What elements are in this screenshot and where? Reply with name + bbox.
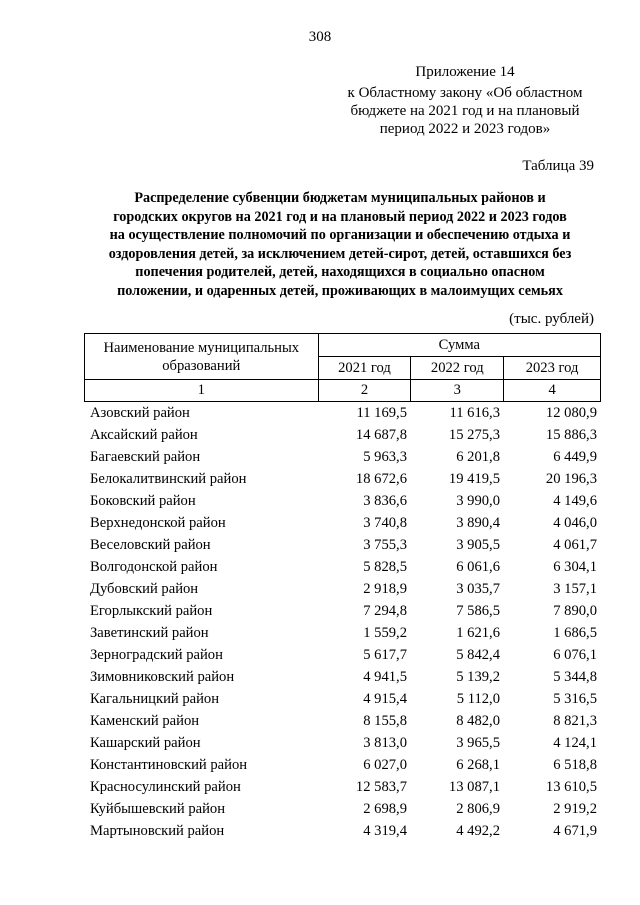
- value-2022: 5 112,0: [456, 690, 500, 707]
- header-name: Наименование муниципальных образований: [85, 334, 319, 380]
- value-2022: 6 201,8: [456, 448, 500, 465]
- table-row: [84, 754, 601, 776]
- table-row: [84, 446, 601, 468]
- row-name: Зимовниковский район: [90, 668, 235, 685]
- value-2022: 11 616,3: [449, 404, 500, 421]
- title-line: попечения родителей, детей, находящихся в социально опасном: [135, 264, 545, 280]
- value-2023: 7 890,0: [553, 602, 597, 619]
- value-2022: 3 035,7: [456, 580, 500, 597]
- table-row: [84, 534, 601, 556]
- value-2023: 3 157,1: [553, 580, 597, 597]
- row-name: Кагальницкий район: [90, 690, 220, 707]
- value-2021: 14 687,8: [355, 426, 407, 443]
- value-2023: 13 610,5: [545, 778, 597, 795]
- value-2021: 8 155,8: [363, 712, 407, 729]
- table-row: [84, 688, 601, 710]
- value-2022: 1 621,6: [456, 624, 500, 641]
- value-2023: 20 196,3: [545, 470, 597, 487]
- value-2021: 6 027,0: [363, 756, 407, 773]
- data-table: [84, 402, 601, 842]
- value-2022: 3 890,4: [456, 514, 500, 531]
- value-2021: 4 319,4: [363, 822, 407, 839]
- value-2021: 12 583,7: [355, 778, 407, 795]
- appendix-title: Приложение 14: [415, 64, 515, 80]
- value-2021: 7 294,8: [363, 602, 407, 619]
- value-2021: 1 559,2: [363, 624, 407, 641]
- table-row: [84, 776, 601, 798]
- table-row: [84, 424, 601, 446]
- value-2023: 1 686,5: [553, 624, 597, 641]
- row-name: Куйбышевский район: [90, 800, 226, 817]
- header-year-2022: 2022 год: [411, 357, 504, 380]
- value-2021: 3 813,0: [363, 734, 407, 751]
- value-2023: 4 671,9: [553, 822, 597, 839]
- value-2021: 3 740,8: [363, 514, 407, 531]
- row-name: Веселовский район: [90, 536, 211, 553]
- appendix-reference: [330, 84, 600, 138]
- row-name: Зерноградский район: [90, 646, 223, 663]
- value-2023: 15 886,3: [545, 426, 597, 443]
- value-2023: 6 449,9: [553, 448, 597, 465]
- value-2023: 4 124,1: [553, 734, 597, 751]
- table-row: [84, 578, 601, 600]
- value-2021: 3 836,6: [363, 492, 407, 509]
- value-2022: 5 139,2: [456, 668, 500, 685]
- header-sum: Сумма: [318, 334, 600, 357]
- table-row: [84, 512, 601, 534]
- column-number: 1: [85, 380, 319, 402]
- value-2023: 6 304,1: [553, 558, 597, 575]
- appendix-line: к Областному закону «Об областном: [347, 85, 583, 101]
- value-2022: 3 990,0: [456, 492, 500, 509]
- column-number: 3: [411, 380, 504, 402]
- value-2022: 3 965,5: [456, 734, 500, 751]
- row-name: Азовский район: [90, 404, 190, 421]
- value-2021: 2 698,9: [363, 800, 407, 817]
- table-row: [84, 666, 601, 688]
- value-2022: 6 061,6: [456, 558, 500, 575]
- value-2022: 6 268,1: [456, 756, 500, 773]
- table-header: [84, 333, 601, 402]
- document-title: [80, 189, 600, 300]
- row-name: Кашарский район: [90, 734, 201, 751]
- row-name: Багаевский район: [90, 448, 201, 465]
- row-name: Красносулинский район: [90, 778, 241, 795]
- value-2023: 5 344,8: [553, 668, 597, 685]
- table-row: [84, 820, 601, 842]
- units-label: (тыс. рублей): [509, 311, 594, 327]
- table-row: [84, 402, 601, 424]
- value-2022: 8 482,0: [456, 712, 500, 729]
- value-2022: 13 087,1: [448, 778, 500, 795]
- row-name: Боковский район: [90, 492, 196, 509]
- header-year-2023: 2023 год: [504, 357, 601, 380]
- value-2021: 2 918,9: [363, 580, 407, 597]
- value-2021: 5 617,7: [363, 646, 407, 663]
- value-2022: 4 492,2: [456, 822, 500, 839]
- value-2022: 3 905,5: [456, 536, 500, 553]
- value-2022: 15 275,3: [448, 426, 500, 443]
- value-2023: 8 821,3: [553, 712, 597, 729]
- table-row: [84, 622, 601, 644]
- table-row: [84, 556, 601, 578]
- row-name: Белокалитвинский район: [90, 470, 247, 487]
- row-name: Каменский район: [90, 712, 200, 729]
- title-line: Распределение субвенции бюджетам муниципальных районов и: [134, 190, 546, 206]
- value-2022: 2 806,9: [456, 800, 500, 817]
- table-row: [84, 710, 601, 732]
- page-number: 308: [308, 29, 332, 45]
- value-2023: 4 061,7: [553, 536, 597, 553]
- value-2022: 5 842,4: [456, 646, 500, 663]
- value-2023: 6 076,1: [553, 646, 597, 663]
- value-2023: 4 046,0: [553, 514, 597, 531]
- value-2023: 2 919,2: [553, 800, 597, 817]
- value-2021: 3 755,3: [363, 536, 407, 553]
- value-2021: 4 915,4: [363, 690, 407, 707]
- value-2021: 4 941,5: [363, 668, 407, 685]
- title-line: городских округов на 2021 год и на плановый период 2022 и 2023 годов: [113, 208, 567, 225]
- table-row: [84, 798, 601, 820]
- row-name: Волгодонской район: [90, 558, 218, 575]
- table-row: [84, 644, 601, 666]
- value-2023: 6 518,8: [553, 756, 597, 773]
- appendix-line: период 2022 и 2023 годов»: [379, 121, 551, 137]
- table-row: [84, 600, 601, 622]
- value-2022: 19 419,5: [448, 470, 500, 487]
- row-name: Егорлыкский район: [90, 602, 213, 619]
- value-2021: 11 169,5: [356, 404, 407, 421]
- table-row: [84, 468, 601, 490]
- value-2023: 4 149,6: [553, 492, 597, 509]
- value-2021: 5 963,3: [363, 448, 407, 465]
- row-name: Аксайский район: [90, 426, 198, 443]
- value-2021: 18 672,6: [355, 470, 407, 487]
- table-row: [84, 490, 601, 512]
- column-number: 4: [504, 380, 601, 402]
- header-year-2021: 2021 год: [318, 357, 411, 380]
- appendix-line: бюджете на 2021 год и на плановый: [350, 103, 580, 119]
- value-2023: 5 316,5: [553, 690, 597, 707]
- row-name: Дубовский район: [90, 580, 199, 597]
- value-2021: 5 828,5: [363, 558, 407, 575]
- title-line: на осуществление полномочий по организации и обеспечению отдыха и: [109, 227, 571, 243]
- table-body: [84, 402, 601, 842]
- row-name: Мартыновский район: [90, 822, 225, 839]
- table-number: Таблица 39: [522, 158, 594, 174]
- title-line: оздоровления детей, за исключением детей-сирот, детей, оставшихся без: [108, 245, 572, 262]
- value-2022: 7 586,5: [456, 602, 500, 619]
- row-name: Заветинский район: [90, 624, 209, 641]
- title-line: положении, и одаренных детей, проживающих в малоимущих семьях: [117, 282, 563, 299]
- row-name: Константиновский район: [90, 756, 248, 773]
- table-row: [84, 732, 601, 754]
- column-number: 2: [318, 380, 411, 402]
- row-name: Верхнедонской район: [90, 514, 226, 531]
- value-2023: 12 080,9: [545, 404, 597, 421]
